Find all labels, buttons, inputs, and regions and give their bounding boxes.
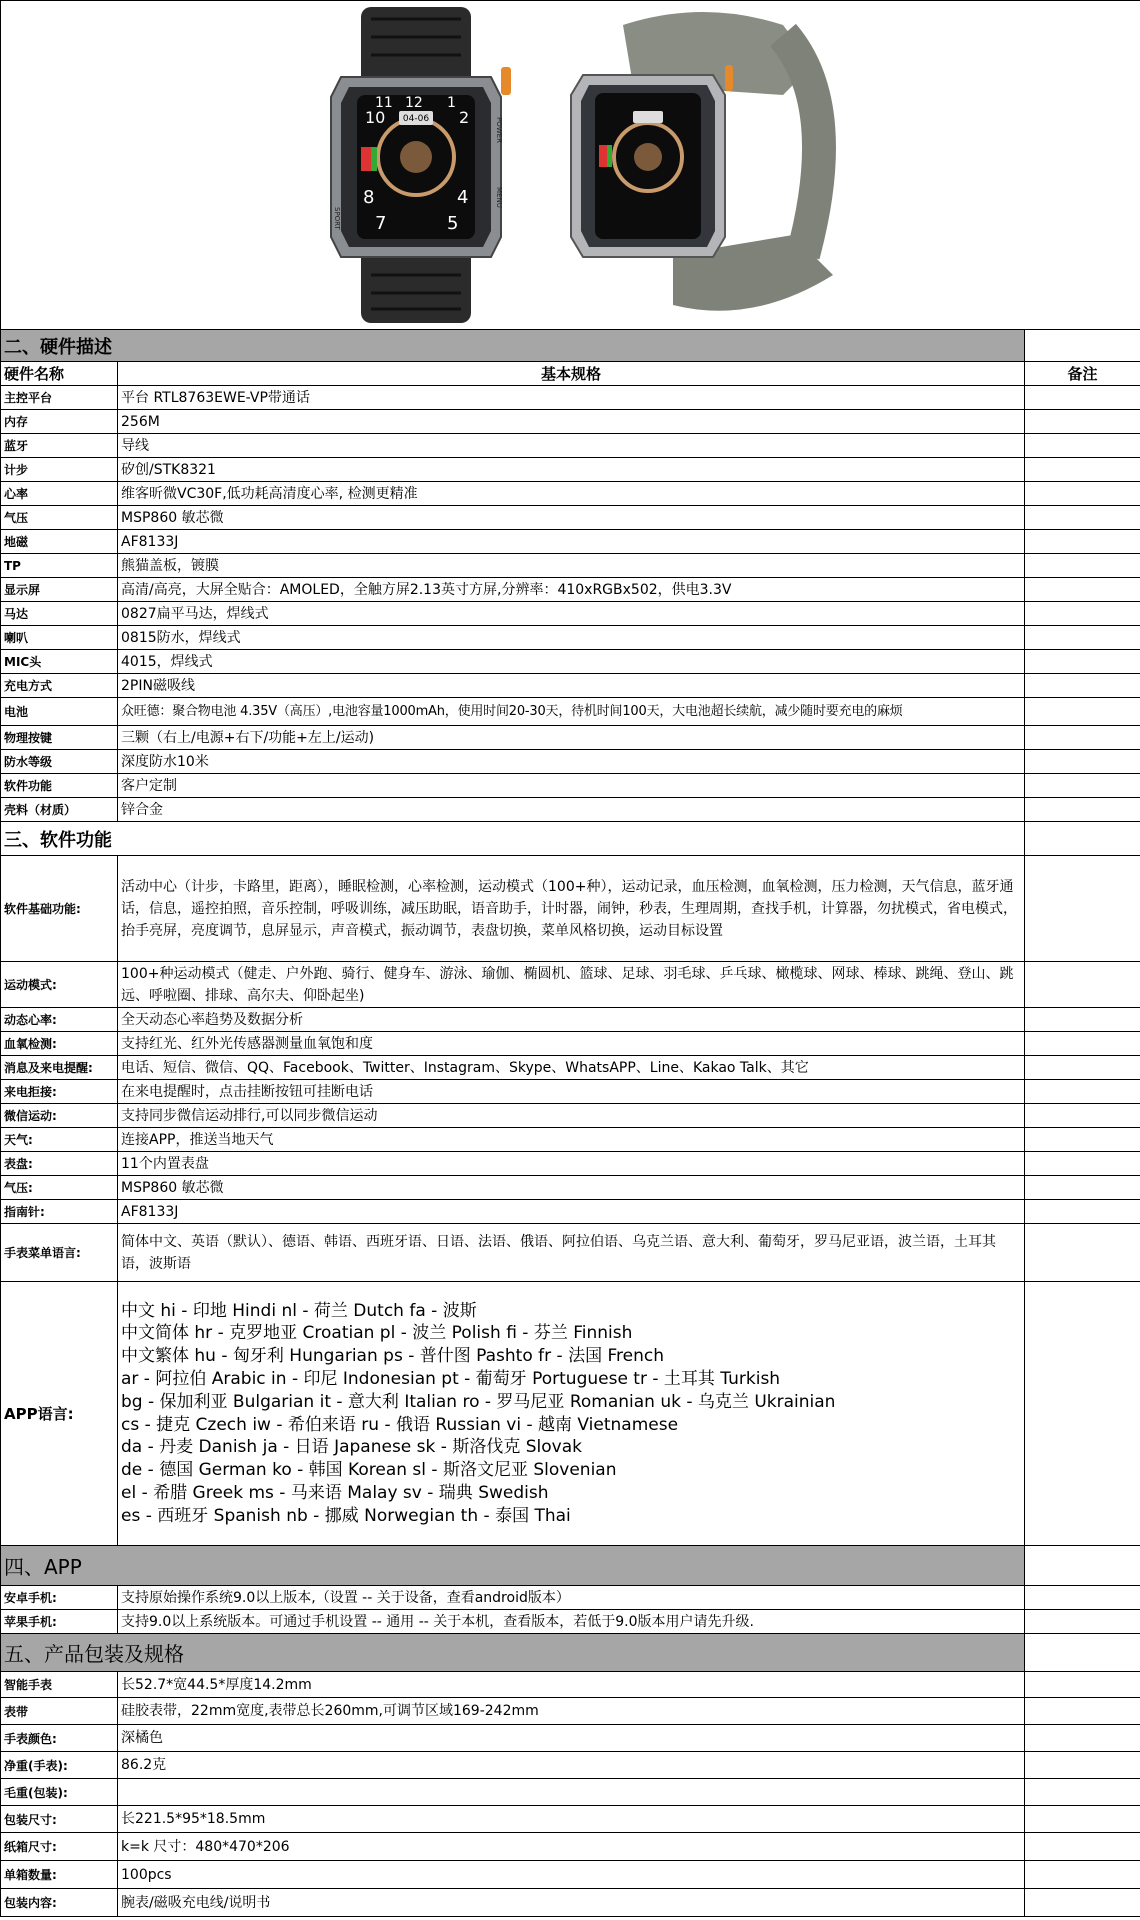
- hardware-spec: AF8133J: [118, 530, 1025, 554]
- watch-side-label-sport: SPORT: [333, 207, 341, 230]
- header-name: 硬件名称: [1, 362, 118, 386]
- packaging-name: 表带: [1, 1698, 118, 1725]
- packaging-row: [1, 1861, 1140, 1889]
- watch-numeral-5: 5: [447, 213, 459, 234]
- hardware-row: [1, 458, 1140, 482]
- software-name: 血氧检测:: [1, 1032, 118, 1056]
- software-name: 动态心率:: [1, 1008, 118, 1032]
- software-row: [1, 856, 1140, 962]
- hardware-remark: [1025, 650, 1140, 674]
- hardware-name: 显示屏: [1, 578, 118, 602]
- software-name: 气压:: [1, 1176, 118, 1200]
- hardware-remark: [1025, 458, 1140, 482]
- hardware-row: [1, 674, 1140, 698]
- packaging-name: 包装内容:: [1, 1889, 118, 1917]
- hardware-spec: 维客昕微VC30F,低功耗高清度心率, 检测更精准: [118, 482, 1025, 506]
- packaging-row: [1, 1779, 1140, 1806]
- hardware-spec: 锌合金: [118, 798, 1025, 822]
- app-name: 苹果手机:: [1, 1610, 118, 1634]
- packaging-remark: [1025, 1861, 1140, 1889]
- software-remark: [1025, 1080, 1140, 1104]
- packaging-name: 包装尺寸:: [1, 1806, 118, 1833]
- hardware-row: [1, 434, 1140, 458]
- hardware-name: 电池: [1, 698, 118, 726]
- packaging-spec: 硅胶表带，22mm宽度,表带总长260mm,可调节区域169-242mm: [118, 1698, 1025, 1725]
- hardware-row: [1, 798, 1140, 822]
- hardware-remark: [1025, 386, 1140, 410]
- software-remark: [1025, 1104, 1140, 1128]
- hardware-remark: [1025, 578, 1140, 602]
- hardware-spec: 客户定制: [118, 774, 1025, 798]
- app-section-title: 四、APP: [1, 1546, 1025, 1586]
- packaging-spec: 腕表/磁吸充电线/说明书: [118, 1889, 1025, 1917]
- software-name: 天气:: [1, 1128, 118, 1152]
- app-language-line: 中文繁体 hu - 匈牙利 Hungarian ps - 普什图 Pashto fr - 法国 French: [121, 1346, 664, 1367]
- software-name: 指南针:: [1, 1200, 118, 1224]
- software-remark: [1025, 1056, 1140, 1080]
- app-language-remark: [1025, 1282, 1140, 1546]
- packaging-spec: k=k 尺寸：480*470*206: [118, 1833, 1025, 1861]
- software-name: 微信运动:: [1, 1104, 118, 1128]
- app-language-label: APP语言:: [1, 1282, 118, 1546]
- product-image-cell: [1, 1, 1140, 330]
- app-language-list: [118, 1282, 1025, 1546]
- hardware-remark: [1025, 410, 1140, 434]
- hardware-name: MIC头: [1, 650, 118, 674]
- software-spec: AF8133J: [118, 1200, 1025, 1224]
- hardware-remark: [1025, 530, 1140, 554]
- software-row: [1, 1224, 1140, 1282]
- watch-side-label-menu: MENU: [495, 187, 503, 208]
- software-row: [1, 1176, 1140, 1200]
- software-spec: 在来电提醒时，点击挂断按钮可挂断电话: [118, 1080, 1025, 1104]
- software-section-row: [1, 822, 1140, 856]
- packaging-name: 手表颜色:: [1, 1725, 118, 1752]
- hardware-row: [1, 482, 1140, 506]
- software-spec: 支持同步微信运动排行,可以同步微信运动: [118, 1104, 1025, 1128]
- watch-side-label-power: POWER: [495, 117, 503, 143]
- packaging-remark: [1025, 1752, 1140, 1779]
- packaging-name: 净重(手表):: [1, 1752, 118, 1779]
- software-name: 表盘:: [1, 1152, 118, 1176]
- header-spec: 基本规格: [118, 362, 1025, 386]
- software-remark: [1025, 1200, 1140, 1224]
- hardware-remark: [1025, 506, 1140, 530]
- app-language-line: de - 德国 German ko - 韩国 Korean sl - 斯洛文尼亚 Slovenian: [121, 1460, 617, 1481]
- packaging-name: 单箱数量:: [1, 1861, 118, 1889]
- hardware-row: [1, 650, 1140, 674]
- hardware-row: [1, 554, 1140, 578]
- packaging-remark: [1025, 1725, 1140, 1752]
- hardware-name: 充电方式: [1, 674, 118, 698]
- packaging-spec: 长221.5*95*18.5mm: [118, 1806, 1025, 1833]
- app-language-line: cs - 捷克 Czech iw - 希伯来语 ru - 俄语 Russian vi - 越南 Vietnamese: [121, 1414, 679, 1435]
- hardware-spec: 矽创/STK8321: [118, 458, 1025, 482]
- software-row: [1, 1152, 1140, 1176]
- hardware-spec: 熊猫盖板，镀膜: [118, 554, 1025, 578]
- hardware-spec: 0827扁平马达，焊线式: [118, 602, 1025, 626]
- hardware-name: 防水等级: [1, 750, 118, 774]
- hardware-spec: 2PIN磁吸线: [118, 674, 1025, 698]
- software-row: [1, 1128, 1140, 1152]
- packaging-section-title: 五、产品包装及规格: [1, 1634, 1025, 1672]
- software-spec: MSP860 敏芯微: [118, 1176, 1025, 1200]
- software-remark: [1025, 1128, 1140, 1152]
- watch-face-date: 04-06: [402, 114, 430, 124]
- hardware-row: [1, 530, 1140, 554]
- watch-numeral-11: 11: [375, 95, 393, 111]
- packaging-name: 纸箱尺寸:: [1, 1833, 118, 1861]
- hardware-remark: [1025, 434, 1140, 458]
- hardware-row: [1, 774, 1140, 798]
- app-name: 安卓手机:: [1, 1586, 118, 1610]
- software-row: [1, 962, 1140, 1008]
- packaging-spec: 86.2克: [118, 1752, 1025, 1779]
- app-spec: 支持9.0以上系统版本。可通过手机设置 -- 通用 -- 关于本机，查看版本，若低于9.0版本用户请先升级.: [118, 1610, 1025, 1634]
- hardware-name: 地磁: [1, 530, 118, 554]
- software-name: 来电拒接:: [1, 1080, 118, 1104]
- hardware-name: 喇叭: [1, 626, 118, 650]
- app-language-line: da - 丹麦 Danish ja - 日语 Japanese sk - 斯洛伐克 Slovak: [121, 1437, 582, 1458]
- app-spec: 支持原始操作系统9.0以上版本,（设置 -- 关于设备，查看android版本）: [118, 1586, 1025, 1610]
- packaging-spec: 100pcs: [118, 1861, 1025, 1889]
- app-language-line: el - 希腊 Greek ms - 马来语 Malay sv - 瑞典 Swedish: [121, 1482, 549, 1503]
- hardware-section-remark: [1025, 330, 1140, 362]
- watch-image-front: [301, 7, 531, 323]
- software-name: 手表菜单语言:: [1, 1224, 118, 1282]
- software-row: [1, 1032, 1140, 1056]
- software-remark: [1025, 1176, 1140, 1200]
- product-image-row: [1, 1, 1140, 330]
- software-row: [1, 1008, 1140, 1032]
- hardware-spec: 众旺德：聚合物电池 4.35V（高压）,电池容量1000mAh，使用时间20-30天，待机时间100天，大电池超长续航，减少随时要充电的麻烦: [118, 698, 1025, 726]
- software-name: 软件基础功能:: [1, 856, 118, 962]
- software-row: [1, 1200, 1140, 1224]
- packaging-remark: [1025, 1698, 1140, 1725]
- hardware-remark: [1025, 626, 1140, 650]
- packaging-remark: [1025, 1889, 1140, 1917]
- hardware-section-row: [1, 330, 1140, 362]
- software-name: 消息及来电提醒:: [1, 1056, 118, 1080]
- app-remark: [1025, 1610, 1140, 1634]
- packaging-spec: [118, 1779, 1025, 1806]
- hardware-spec: MSP860 敏芯微: [118, 506, 1025, 530]
- hardware-spec: 0815防水，焊线式: [118, 626, 1025, 650]
- packaging-section-remark: [1025, 1634, 1140, 1672]
- watch-numeral-2: 2: [459, 108, 470, 127]
- hardware-name: 物理按键: [1, 726, 118, 750]
- packaging-remark: [1025, 1806, 1140, 1833]
- hardware-spec: 平台 RTL8763EWE-VP带通话: [118, 386, 1025, 410]
- app-row: [1, 1586, 1140, 1610]
- packaging-spec: 长52.7*宽44.5*厚度14.2mm: [118, 1672, 1025, 1698]
- hardware-name: 软件功能: [1, 774, 118, 798]
- watch-numeral-7: 7: [375, 213, 387, 234]
- software-remark: [1025, 856, 1140, 962]
- header-remark: 备注: [1025, 362, 1140, 386]
- packaging-remark: [1025, 1672, 1140, 1698]
- hardware-name: 计步: [1, 458, 118, 482]
- hardware-spec: 高清/高亮，大屏全贴合：AMOLED，全触方屏2.13英寸方屏,分辨率：410xRGBx502，供电3.3V: [118, 578, 1025, 602]
- packaging-row: [1, 1833, 1140, 1861]
- hardware-name: 蓝牙: [1, 434, 118, 458]
- watch-numeral-4: 4: [457, 187, 469, 208]
- hardware-row: [1, 698, 1140, 726]
- packaging-remark: [1025, 1833, 1140, 1861]
- app-language-line: bg - 保加利亚 Bulgarian it - 意大利 Italian ro - 罗马尼亚 Romanian uk - 乌克兰 Ukrainian: [121, 1391, 836, 1412]
- watch-numeral-8: 8: [363, 187, 375, 208]
- software-spec: 简体中文、英语（默认）、德语、韩语、西班牙语、日语、法语、俄语、阿拉伯语、乌克兰语、意大利、葡萄牙，罗马尼亚语，波兰语，土耳其语，波斯语: [118, 1224, 1025, 1282]
- hardware-remark: [1025, 726, 1140, 750]
- watch-numeral-10: 10: [365, 108, 386, 127]
- hardware-spec: 4015，焊线式: [118, 650, 1025, 674]
- hardware-spec: 导线: [118, 434, 1025, 458]
- app-section-remark: [1025, 1546, 1140, 1586]
- software-spec: 支持红光、红外光传感器测量血氧饱和度: [118, 1032, 1025, 1056]
- packaging-row: [1, 1725, 1140, 1752]
- hardware-row: [1, 410, 1140, 434]
- hardware-remark: [1025, 674, 1140, 698]
- packaging-row: [1, 1806, 1140, 1833]
- app-section-row: [1, 1546, 1140, 1586]
- software-spec: 活动中心（计步，卡路里，距离），睡眠检测，心率检测，运动模式（100+种），运动记录，血压检测，血氧检测，压力检测，天气信息，蓝牙通话，信息，遥控拍照，音乐控制，呼吸训练，减压助眠，语音助手，计时器，闹钟，秒表，生理周期，查找手机，计算器，勿扰模式，省电模式，抬手亮屏，亮度调节，息屏显示，声音模式，振动调节，表盘切换，菜单风格切换，运动目标设置: [118, 856, 1025, 962]
- app-language-row: [1, 1282, 1140, 1546]
- hardware-spec: 256M: [118, 410, 1025, 434]
- app-language-line: ar - 阿拉伯 Arabic in - 印尼 Indonesian pt - 葡萄牙 Portuguese tr - 土耳其 Turkish: [121, 1368, 781, 1389]
- hardware-row: [1, 750, 1140, 774]
- hardware-name: 主控平台: [1, 386, 118, 410]
- hardware-name: 气压: [1, 506, 118, 530]
- hardware-remark: [1025, 750, 1140, 774]
- hardware-name: TP: [1, 554, 118, 578]
- hardware-header-row: [1, 362, 1140, 386]
- software-spec: 100+种运动模式（健走、户外跑、骑行、健身车、游泳、瑜伽、椭圆机、篮球、足球、羽毛球、乒乓球、橄榄球、网球、棒球、跳绳、登山、跳远、呼啦圈、排球、高尔夫、仰卧起坐): [118, 962, 1025, 1008]
- packaging-spec: 深橘色: [118, 1725, 1025, 1752]
- app-row: [1, 1610, 1140, 1634]
- app-language-line: 中文 hi - 印地 Hindi nl - 荷兰 Dutch fa - 波斯: [121, 1300, 477, 1321]
- software-remark: [1025, 1008, 1140, 1032]
- hardware-row: [1, 506, 1140, 530]
- software-remark: [1025, 1224, 1140, 1282]
- software-spec: 全天动态心率趋势及数据分析: [118, 1008, 1025, 1032]
- watch-image-angled: [553, 5, 843, 321]
- hardware-spec: 三颗（右上/电源+右下/功能+左上/运动): [118, 726, 1025, 750]
- software-spec: 电话、短信、微信、QQ、Facebook、Twitter、Instagram、Skype、WhatsAPP、Line、Kakao Talk、其它: [118, 1056, 1025, 1080]
- hardware-row: [1, 726, 1140, 750]
- hardware-name: 内存: [1, 410, 118, 434]
- software-remark: [1025, 962, 1140, 1008]
- hardware-row: [1, 386, 1140, 410]
- hardware-row: [1, 578, 1140, 602]
- packaging-section-row: [1, 1634, 1140, 1672]
- software-section-title: 三、软件功能: [1, 822, 1025, 856]
- app-language-line: 中文简体 hr - 克罗地亚 Croatian pl - 波兰 Polish fi - 芬兰 Finnish: [121, 1323, 633, 1344]
- packaging-row: [1, 1698, 1140, 1725]
- software-spec: 连接APP，推送当地天气: [118, 1128, 1025, 1152]
- software-section-remark: [1025, 822, 1140, 856]
- hardware-remark: [1025, 798, 1140, 822]
- watch-numeral-12: 12: [405, 95, 423, 111]
- hardware-remark: [1025, 482, 1140, 506]
- packaging-name: 毛重(包装):: [1, 1779, 118, 1806]
- hardware-name: 壳料（材质）: [1, 798, 118, 822]
- packaging-remark: [1025, 1779, 1140, 1806]
- hardware-spec: 深度防水10米: [118, 750, 1025, 774]
- hardware-section-title: 二、硬件描述: [1, 330, 1025, 362]
- software-spec: 11个内置表盘: [118, 1152, 1025, 1176]
- software-row: [1, 1104, 1140, 1128]
- packaging-row: [1, 1889, 1140, 1917]
- hardware-remark: [1025, 774, 1140, 798]
- software-remark: [1025, 1152, 1140, 1176]
- software-remark: [1025, 1032, 1140, 1056]
- hardware-remark: [1025, 602, 1140, 626]
- packaging-row: [1, 1752, 1140, 1779]
- hardware-name: 马达: [1, 602, 118, 626]
- hardware-row: [1, 626, 1140, 650]
- app-language-line: es - 西班牙 Spanish nb - 挪威 Norwegian th - 泰国 Thai: [121, 1505, 571, 1526]
- software-row: [1, 1080, 1140, 1104]
- hardware-remark: [1025, 698, 1140, 726]
- app-remark: [1025, 1586, 1140, 1610]
- hardware-remark: [1025, 554, 1140, 578]
- hardware-name: 心率: [1, 482, 118, 506]
- software-name: 运动模式:: [1, 962, 118, 1008]
- hardware-row: [1, 602, 1140, 626]
- packaging-row: [1, 1672, 1140, 1698]
- software-row: [1, 1056, 1140, 1080]
- watch-numeral-1: 1: [447, 95, 456, 111]
- packaging-name: 智能手表: [1, 1672, 118, 1698]
